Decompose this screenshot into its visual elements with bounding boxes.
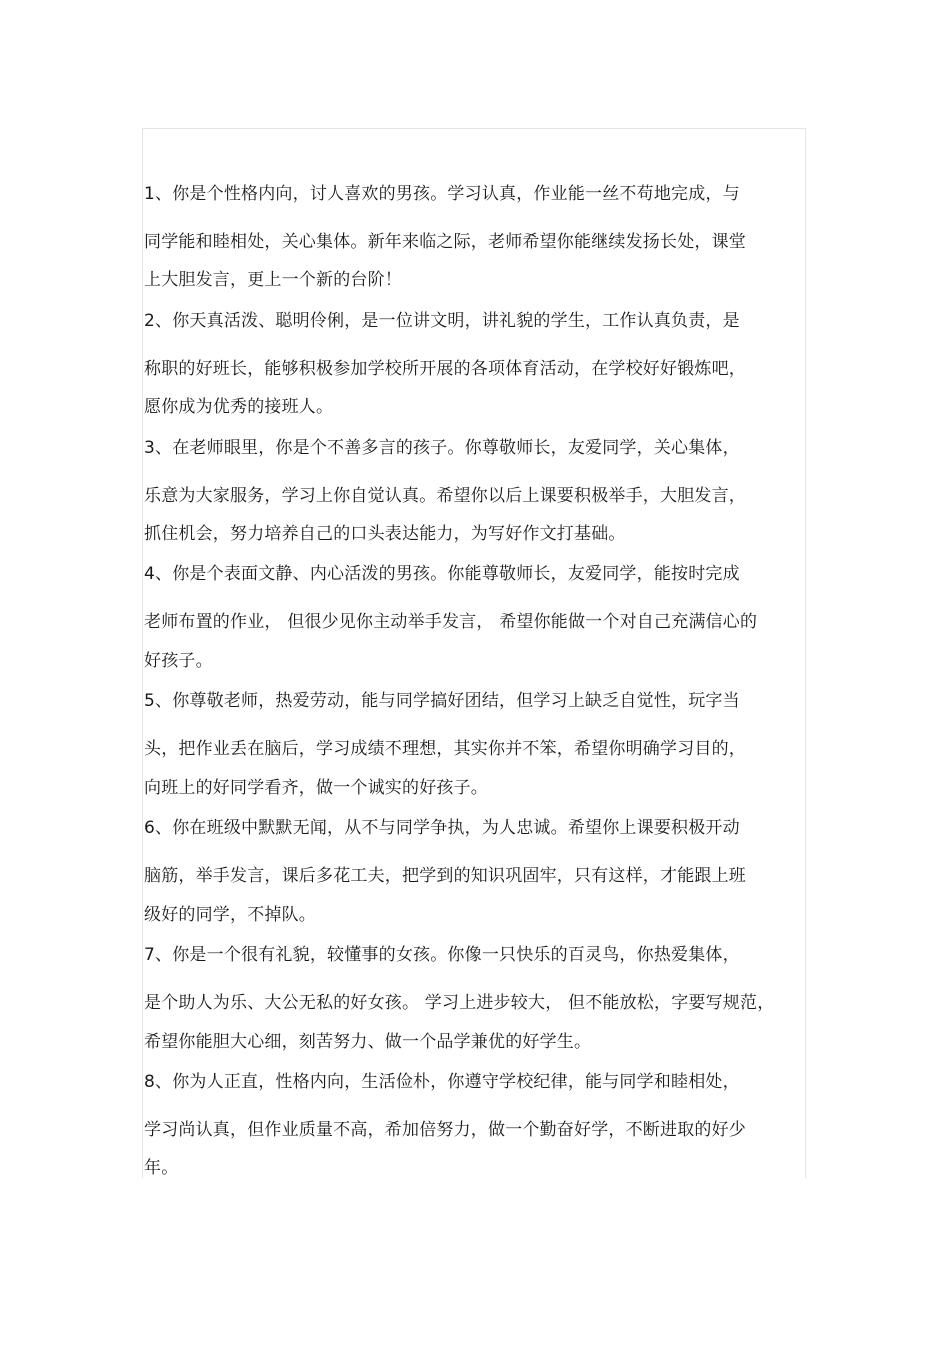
comment-2-line-1: 2、你天真活泼、聪明伶俐，是一位讲文明，讲礼貌的学生，工作认真负责，是 xyxy=(144,311,740,331)
comment-2-line-3: 愿你成为优秀的接班人。 xyxy=(144,397,334,417)
comment-4-line-2: 老师布置的作业， 但很少见你主动举手发言， 希望你能做一个对自己充满信心的 xyxy=(144,612,758,632)
comment-7-line-3: 希望你能胆大心细，刻苦努力、做一个品学兼优的好学生。 xyxy=(144,1032,592,1052)
comment-3-line-2: 乐意为大家服务，学习上你自觉认真。希望你以后上课要积极举手，大胆发言， xyxy=(144,486,746,506)
comment-5-line-3: 向班上的好同学看齐，做一个诚实的好孩子。 xyxy=(144,778,488,798)
comment-6-line-2: 脑筋，举手发言，课后多花工夫，把学到的知识巩固牢，只有这样，才能跟上班 xyxy=(144,866,746,886)
comment-4-line-1: 4、你是个表面文静、内心活泼的男孩。你能尊敬师长，友爱同学，能按时完成 xyxy=(144,564,740,584)
comment-6-line-1: 6、你在班级中默默无闻，从不与同学争执，为人忠诚。希望你上课要积极开动 xyxy=(144,818,740,838)
comment-1-line-3: 上大胆发言，更上一个新的台阶！ xyxy=(144,270,402,290)
comment-1-line-2: 同学能和睦相处，关心集体。新年来临之际，老师希望你能继续发扬长处，课堂 xyxy=(144,232,746,252)
comment-7-line-1: 7、你是一个很有礼貌，较懂事的女孩。你像一只快乐的百灵鸟，你热爱集体， xyxy=(144,945,740,965)
comment-8-line-2: 学习尚认真，但作业质量不高，希加倍努力，做一个勤奋好学，不断进取的好少 xyxy=(144,1120,746,1140)
comment-3-line-1: 3、在老师眼里，你是个不善多言的孩子。你尊敬师长，友爱同学，关心集体， xyxy=(144,438,740,458)
comment-1-line-1: 1、你是个性格内向，讨人喜欢的男孩。学习认真，作业能一丝不苟地完成，与 xyxy=(144,184,740,204)
comment-5-line-1: 5、你尊敬老师，热爱劳动，能与同学搞好团结，但学习上缺乏自觉性，玩字当 xyxy=(144,691,740,711)
comment-8-line-3: 年。 xyxy=(144,1158,179,1178)
comment-6-line-3: 级好的同学，不掉队。 xyxy=(144,905,316,925)
comment-8-line-1: 8、你为人正直，性格内向，生活俭朴，你遵守学校纪律，能与同学和睦相处， xyxy=(144,1072,740,1092)
comment-2-line-2: 称职的好班长，能够积极参加学校所开展的各项体育活动，在学校好好锻炼吧， xyxy=(144,359,746,379)
comment-3-line-3: 抓住机会，努力培养自己的口头表达能力，为写好作文打基础。 xyxy=(144,524,626,544)
comment-7-line-2: 是个助人为乐、大公无私的好女孩。 学习上进步较大， 但不能放松，字要写规范， xyxy=(144,993,775,1013)
comment-4-line-3: 好孩子。 xyxy=(144,651,213,671)
comment-5-line-2: 头，把作业丢在脑后，学习成绩不理想，其实你并不笨，希望你明确学习目的， xyxy=(144,739,746,759)
